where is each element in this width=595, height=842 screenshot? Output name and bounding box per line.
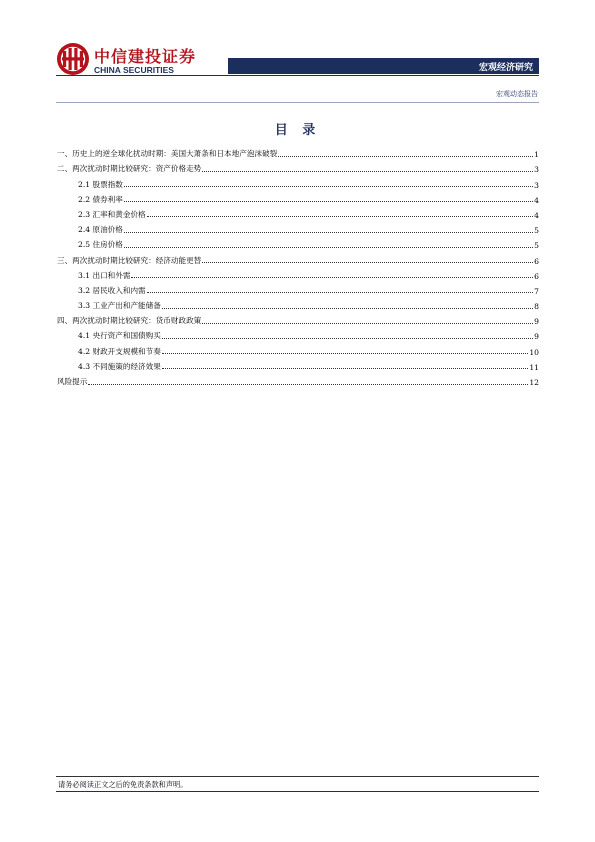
toc-entry-page-number: 4 — [534, 210, 539, 220]
logo-english-name: CHINA SECURITIES — [94, 65, 174, 75]
toc-dot-leader — [162, 308, 533, 309]
toc-dot-leader — [162, 353, 528, 354]
toc-entry-page-number: 12 — [529, 378, 539, 387]
toc-entry[interactable] — [57, 235, 539, 250]
toc-dot-leader — [147, 216, 534, 217]
toc-entry-page-number: 5 — [534, 241, 539, 251]
toc-entry-page-number: 6 — [534, 256, 539, 266]
toc-entry-page-number: 6 — [534, 271, 539, 281]
toc-entry-label: 2.3 汇率和黄金价格 — [78, 209, 146, 219]
toc-entry-page-number: 1 — [534, 150, 539, 160]
section-label: 宏观经济研究 — [478, 63, 533, 73]
logo-chinese-name: 中信建投证券 — [94, 47, 197, 66]
toc-dot-leader — [88, 384, 528, 385]
toc-dot-leader — [278, 156, 533, 157]
toc-dot-leader — [162, 338, 533, 339]
toc-dot-leader — [202, 323, 533, 324]
footer-divider — [56, 776, 539, 777]
toc-entry-page-number: 8 — [534, 302, 539, 312]
toc-entry-label: 二、两次扰动时期比较研究：资产价格走势 — [57, 164, 202, 174]
toc-entry[interactable] — [57, 190, 539, 205]
toc-entry-label: 2.1 股票指数 — [78, 179, 123, 189]
toc-entry[interactable] — [57, 266, 539, 281]
toc-entry[interactable] — [57, 250, 539, 265]
header-banner — [228, 58, 539, 74]
toc-dot-leader — [124, 232, 533, 233]
toc-entry[interactable] — [57, 311, 539, 326]
toc-entry[interactable] — [57, 144, 539, 159]
toc-entry[interactable] — [57, 341, 539, 356]
toc-entry[interactable] — [57, 220, 539, 235]
toc-dot-leader — [124, 201, 533, 202]
toc-entry-page-number: 3 — [534, 180, 539, 190]
table-of-contents — [57, 144, 539, 387]
toc-entry-label: 风险提示 — [57, 377, 88, 386]
toc-entry-page-number: 9 — [534, 317, 539, 327]
toc-dot-leader — [162, 368, 528, 369]
report-type: 宏观动态报告 — [496, 90, 538, 98]
toc-dot-leader — [202, 262, 533, 263]
toc-entry[interactable] — [57, 372, 539, 387]
toc-entry-label: 4.3 不同施策的经济效果 — [78, 361, 161, 371]
toc-entry-label: 一、历史上的逆全球化扰动时期：美国大萧条和日本地产泡沫破裂 — [57, 149, 278, 159]
toc-entry[interactable] — [57, 326, 539, 341]
toc-entry-label: 三、两次扰动时期比较研究：经济动能更替 — [57, 255, 202, 265]
toc-entry[interactable] — [57, 281, 539, 296]
footer-bottom-divider — [56, 791, 539, 792]
china-securities-logo-icon — [56, 42, 90, 76]
header-divider — [56, 75, 539, 76]
toc-entry-page-number: 3 — [534, 165, 539, 175]
toc-entry-page-number: 11 — [529, 362, 539, 372]
toc-entry-page-number: 10 — [529, 347, 539, 357]
toc-entry-page-number: 5 — [534, 226, 539, 236]
toc-entry-page-number: 4 — [534, 195, 539, 205]
toc-dot-leader — [147, 292, 534, 293]
toc-entry-label: 2.5 住房价格 — [78, 240, 123, 250]
toc-entry[interactable] — [57, 205, 539, 220]
toc-entry-label: 2.2 债券利率 — [78, 194, 123, 204]
footer-disclaimer: 请务必阅读正文之后的免责条款和声明。 — [58, 780, 188, 789]
toc-dot-leader — [202, 171, 533, 172]
toc-entry-label: 4.2 财政开支规模和节奏 — [78, 346, 161, 356]
toc-entry[interactable] — [57, 159, 539, 174]
toc-entry-label: 3.2 居民收入和内需 — [78, 285, 146, 295]
toc-entry[interactable] — [57, 174, 539, 189]
toc-entry-label: 四、两次扰动时期比较研究：货币财政政策 — [57, 316, 202, 326]
toc-dot-leader — [131, 277, 533, 278]
toc-entry[interactable] — [57, 296, 539, 311]
toc-entry-page-number: 9 — [534, 332, 539, 342]
company-logo — [56, 42, 197, 78]
toc-entry-label: 2.4 原油价格 — [78, 225, 123, 235]
toc-entry[interactable] — [57, 357, 539, 372]
toc-entry-page-number: 7 — [534, 286, 539, 296]
toc-entry-label: 4.1 央行资产和国债购买 — [78, 331, 161, 341]
toc-dot-leader — [124, 186, 533, 187]
toc-dot-leader — [124, 247, 533, 248]
toc-title: 目 录 — [274, 123, 321, 138]
toc-entry-label: 3.1 出口和外需 — [78, 270, 131, 280]
subheader-divider — [56, 102, 539, 103]
toc-entry-label: 3.3 工业产出和产能储备 — [78, 301, 161, 311]
